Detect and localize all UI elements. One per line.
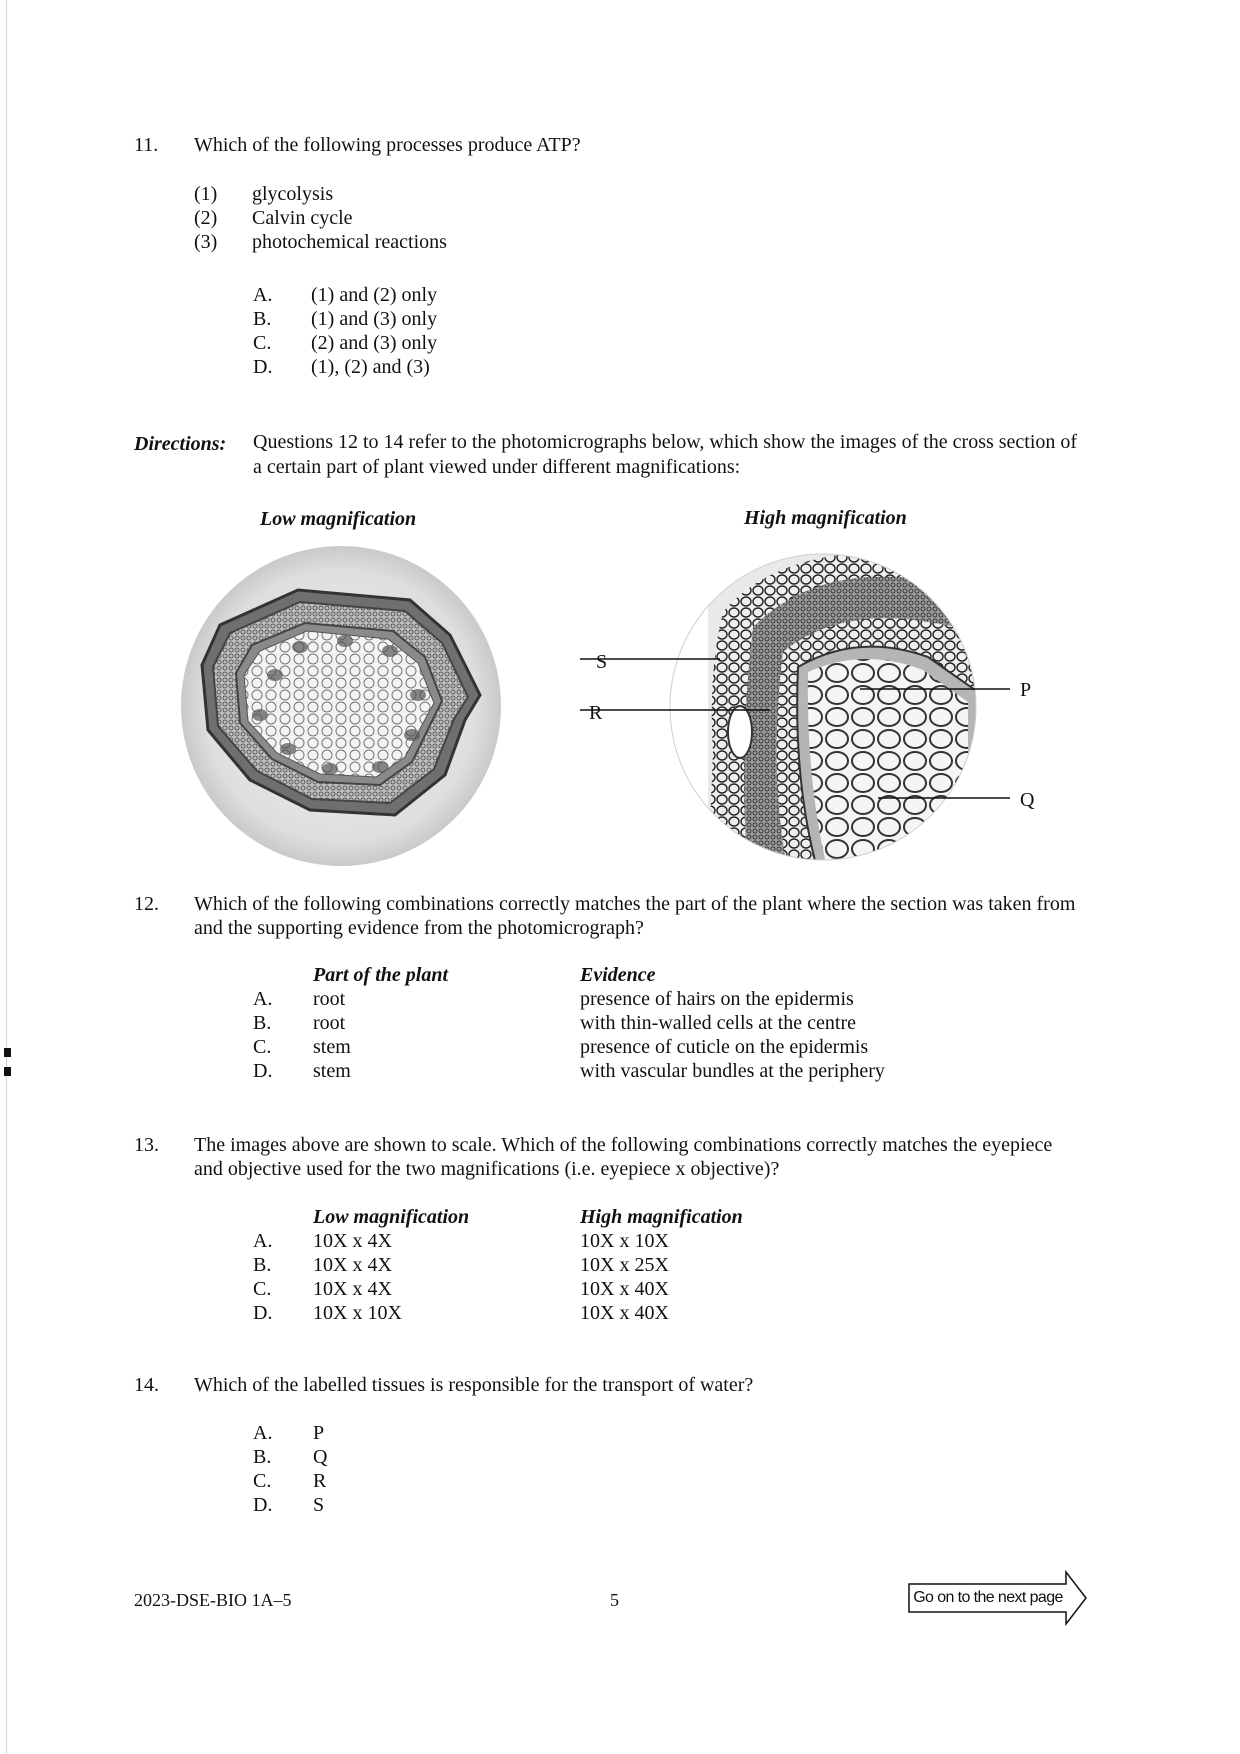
page-number: 5 — [610, 1590, 619, 1610]
option-letter: A. — [253, 1422, 273, 1444]
label-lines — [560, 640, 1030, 800]
option-low: 10X x 10X — [313, 1302, 402, 1324]
q11-number: 11. — [134, 134, 159, 156]
option-high: 10X x 10X — [580, 1230, 669, 1252]
option-letter: D. — [253, 1494, 273, 1516]
option-letter: D. — [253, 356, 273, 378]
q12-stem-line2: and the supporting evidence from the photomicrograph? — [194, 917, 644, 939]
option-high: 10X x 25X — [580, 1254, 669, 1276]
column-header-low: Low magnification — [313, 1206, 470, 1228]
option-part: stem — [313, 1036, 351, 1058]
next-page-indicator — [908, 1584, 1086, 1624]
scan-mark — [4, 1048, 11, 1057]
option-letter: C. — [253, 1470, 272, 1492]
q11-statements — [194, 182, 447, 254]
exam-code: 2023-DSE-BIO 1A–5 — [134, 1590, 292, 1610]
option-text: P — [313, 1422, 325, 1444]
label-r: R — [589, 702, 603, 724]
q12-stem-line1: Which of the following combinations correctly matches the part of the plant where the section was taken from — [194, 893, 1076, 915]
option-text: (1) and (3) only — [311, 308, 438, 330]
label-q: Q — [1020, 789, 1035, 811]
option-letter: D. — [253, 1060, 273, 1082]
q13-stem-line1: The images above are shown to scale. Which of the following combinations correctly matches the eyepiece — [194, 1134, 1053, 1156]
q14-stem: Which of the labelled tissues is responsible for the transport of water? — [194, 1374, 754, 1396]
option-evidence: with thin-walled cells at the centre — [580, 1012, 857, 1034]
option-letter: C. — [253, 1036, 272, 1058]
option-letter: A. — [253, 284, 273, 306]
option-letter: C. — [253, 332, 272, 354]
q13-number: 13. — [134, 1134, 159, 1156]
q11-stem: Which of the following processes produce ATP? — [194, 134, 581, 156]
option-evidence: presence of cuticle on the epidermis — [580, 1036, 869, 1058]
option-part: stem — [313, 1060, 351, 1082]
high-magnification-caption: High magnification — [744, 507, 907, 529]
option-low: 10X x 4X — [313, 1254, 392, 1276]
statement-text: Calvin cycle — [252, 207, 353, 229]
q13-options-table — [253, 1205, 743, 1325]
directions-line2: a certain part of plant viewed under different magnifications: — [253, 456, 741, 478]
low-magnification-caption: Low magnification — [260, 508, 417, 530]
option-part: root — [313, 1012, 346, 1034]
option-text: (1), (2) and (3) — [311, 356, 430, 378]
column-header-high: High magnification — [580, 1206, 743, 1228]
q13-stem-line2: and objective used for the two magnifications (i.e. eyepiece x objective)? — [194, 1158, 780, 1180]
q12-number: 12. — [134, 893, 159, 915]
option-letter: B. — [253, 1446, 272, 1468]
label-p: P — [1020, 679, 1032, 701]
option-letter: B. — [253, 1012, 272, 1034]
option-letter: B. — [253, 308, 272, 330]
statement-text: photochemical reactions — [252, 231, 447, 253]
directions-line1: Questions 12 to 14 refer to the photomicrographs below, which show the images of the cross section of — [253, 431, 1078, 453]
column-header-evidence: Evidence — [580, 964, 656, 986]
option-letter: C. — [253, 1278, 272, 1300]
option-text: R — [313, 1470, 327, 1492]
option-low: 10X x 4X — [313, 1278, 392, 1300]
statement-number: (1) — [194, 183, 218, 205]
column-header-part: Part of the plant — [313, 964, 449, 986]
q14-number: 14. — [134, 1374, 159, 1396]
q14-options — [253, 1421, 327, 1517]
option-text: (1) and (2) only — [311, 284, 438, 306]
option-text: (2) and (3) only — [311, 332, 438, 354]
q11-options — [253, 283, 437, 379]
option-evidence: presence of hairs on the epidermis — [580, 988, 854, 1010]
option-letter: D. — [253, 1302, 273, 1324]
option-evidence: with vascular bundles at the periphery — [580, 1060, 885, 1082]
option-letter: B. — [253, 1254, 272, 1276]
q12-options-table — [253, 963, 885, 1083]
option-letter: A. — [253, 1230, 273, 1252]
option-text: Q — [313, 1446, 328, 1468]
statement-number: (2) — [194, 207, 218, 229]
scan-mark — [4, 1067, 11, 1076]
low-magnification-micrograph — [180, 545, 502, 867]
option-high: 10X x 40X — [580, 1278, 669, 1300]
option-low: 10X x 4X — [313, 1230, 392, 1252]
option-part: root — [313, 988, 346, 1010]
scan-edge — [6, 0, 7, 1754]
next-page-label: Go on to the next page — [913, 1589, 1063, 1606]
option-high: 10X x 40X — [580, 1302, 669, 1324]
option-letter: A. — [253, 988, 273, 1010]
label-s: S — [596, 651, 608, 673]
statement-text: glycolysis — [252, 183, 334, 205]
option-text: S — [313, 1494, 325, 1516]
statement-number: (3) — [194, 231, 218, 253]
directions-label: Directions: — [134, 433, 227, 455]
